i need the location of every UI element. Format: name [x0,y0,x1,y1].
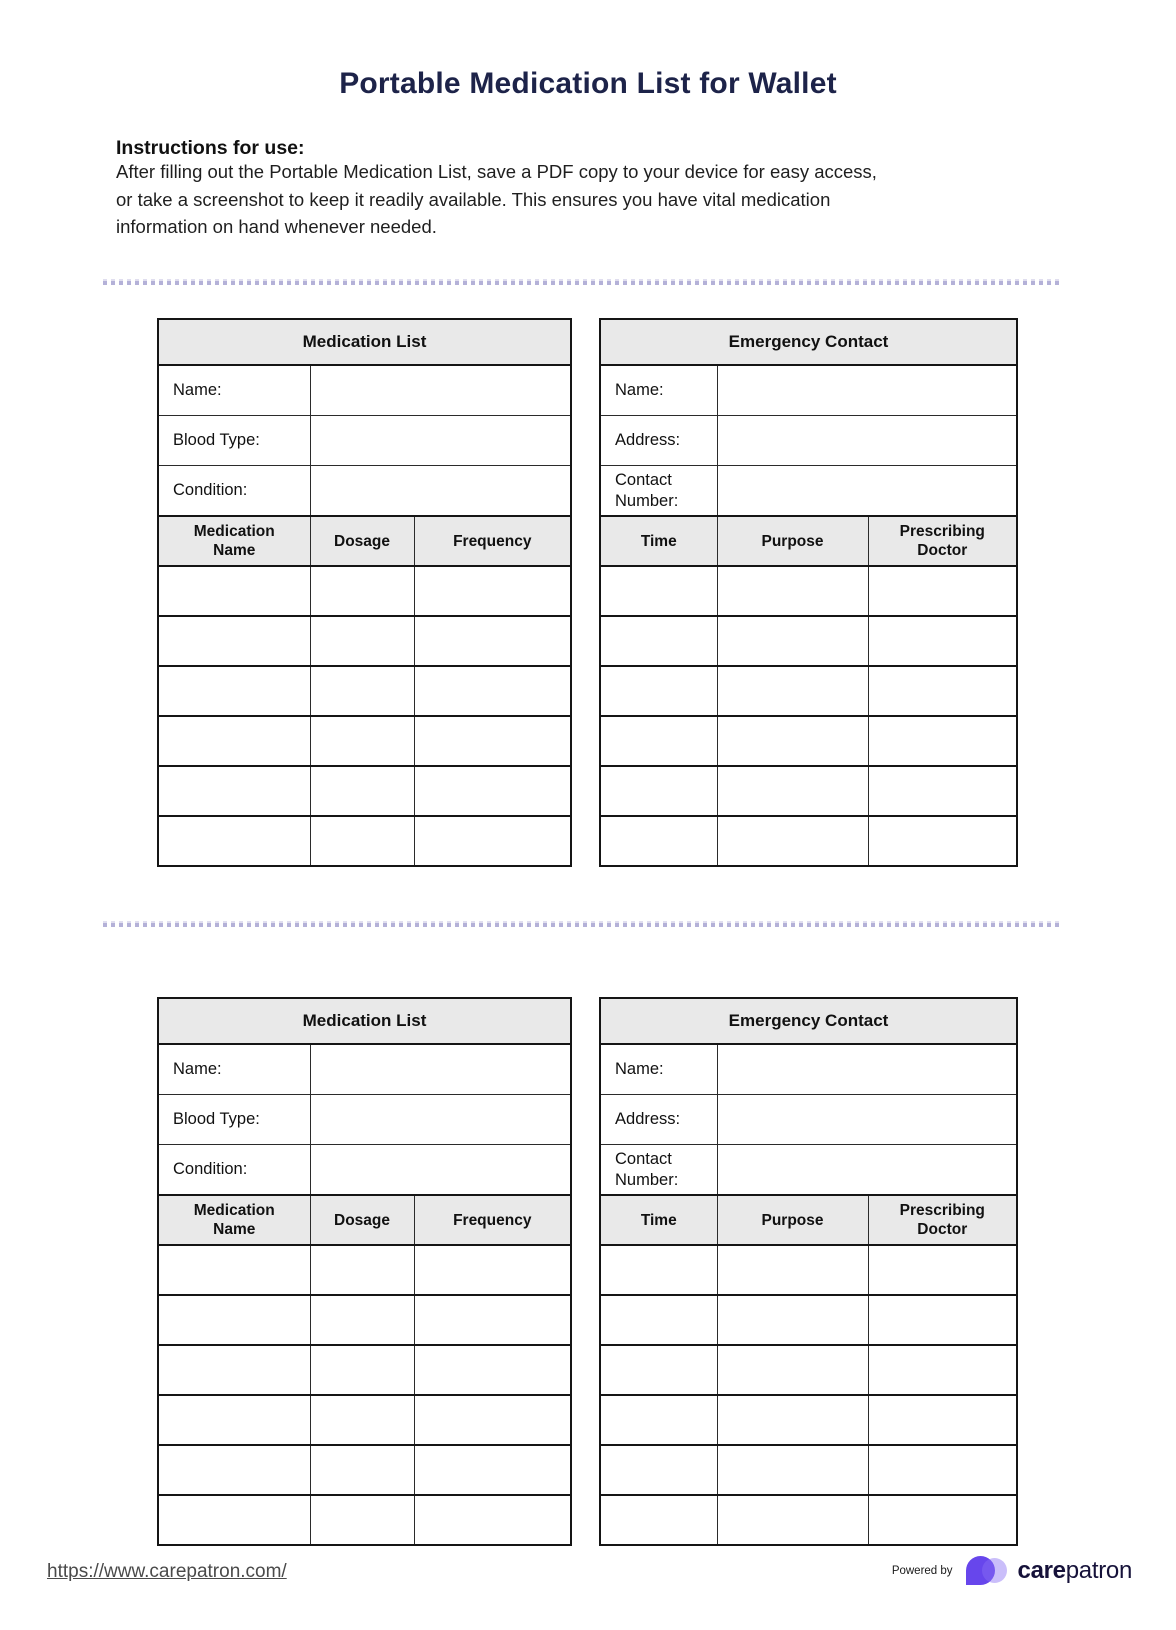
table-row [158,1345,571,1395]
address-input-cell[interactable] [717,416,1017,466]
empty-cell[interactable] [414,816,571,866]
contact-name-label: Name: [600,365,717,416]
empty-cell[interactable] [414,1345,571,1395]
table-row [600,816,1017,866]
column-header-row [158,516,571,566]
empty-cell[interactable] [310,1445,414,1495]
field-row [158,416,571,466]
contact-number-input-cell[interactable] [717,466,1017,517]
logo-halo-shape [982,1558,1007,1583]
table-row [600,1345,1017,1395]
table-row [158,1245,571,1295]
empty-cell[interactable] [717,766,868,816]
empty-cell[interactable] [158,1395,310,1445]
col-frequency: Frequency [414,516,571,566]
empty-cell[interactable] [158,766,310,816]
col-dosage: Dosage [310,1195,414,1245]
empty-cell[interactable] [600,1345,717,1395]
table-row [158,1495,571,1545]
empty-cell[interactable] [868,616,1017,666]
brand-wordmark-bold: care [1017,1557,1066,1584]
table-row [600,1245,1017,1295]
condition-label: Condition: [158,466,310,517]
field-row [158,466,571,517]
brand-wordmark [1018,1557,1132,1585]
dotted-divider [103,279,1063,285]
empty-cell[interactable] [600,816,717,866]
name-label: Name: [158,365,310,416]
empty-cell[interactable] [868,766,1017,816]
field-row [158,1044,571,1095]
card-section-2 [157,997,1018,1546]
col-medication-name: Medication Name [158,1195,310,1245]
empty-cell[interactable] [414,716,571,766]
instructions-heading: Instructions for use: [116,137,305,160]
empty-cell[interactable] [414,1295,571,1345]
contact-number-input-cell[interactable] [717,1145,1017,1196]
column-header-row [600,516,1017,566]
empty-cell[interactable] [600,616,717,666]
empty-cell[interactable] [310,716,414,766]
empty-cell[interactable] [717,616,868,666]
empty-cell[interactable] [717,1395,868,1445]
empty-cell[interactable] [158,1495,310,1545]
empty-cell[interactable] [868,716,1017,766]
emergency-contact-title: Emergency Contact [600,998,1017,1044]
col-prescribing-doctor: Prescribing Doctor [868,516,1017,566]
empty-cell[interactable] [310,816,414,866]
col-time: Time [600,1195,717,1245]
medication-list-title: Medication List [158,998,571,1044]
table-header-row [158,998,571,1044]
emergency-contact-table-2 [599,997,1018,1546]
name-label: Name: [158,1044,310,1095]
table-row [600,666,1017,716]
table-row [158,716,571,766]
empty-cell[interactable] [414,616,571,666]
empty-cell[interactable] [600,1395,717,1445]
name-input-cell[interactable] [310,1044,571,1095]
contact-number-label: Contact Number: [600,466,717,517]
dotted-divider [103,921,1063,927]
empty-cell[interactable] [414,1445,571,1495]
empty-cell[interactable] [868,1395,1017,1445]
table-row [158,666,571,716]
blood-type-input-cell[interactable] [310,416,571,466]
field-row [158,1145,571,1196]
card-section-1 [157,318,1018,867]
address-input-cell[interactable] [717,1095,1017,1145]
col-medication-name: Medication Name [158,516,310,566]
col-dosage: Dosage [310,516,414,566]
table-row [158,1295,571,1345]
emergency-contact-title: Emergency Contact [600,319,1017,365]
empty-cell[interactable] [310,566,414,616]
table-row [600,616,1017,666]
empty-cell[interactable] [158,1295,310,1345]
table-row [600,1395,1017,1445]
empty-cell[interactable] [158,1445,310,1495]
empty-cell[interactable] [868,1345,1017,1395]
blood-type-label: Blood Type: [158,416,310,466]
col-purpose: Purpose [717,516,868,566]
empty-cell[interactable] [717,1295,868,1345]
table-header-row [600,998,1017,1044]
contact-name-input-cell[interactable] [717,365,1017,416]
empty-cell[interactable] [717,666,868,716]
table-row [600,716,1017,766]
empty-cell[interactable] [600,566,717,616]
carepatron-logo-icon [965,1553,1011,1589]
table-row [600,1295,1017,1345]
empty-cell[interactable] [158,566,310,616]
powered-by-brand [892,1553,1132,1589]
empty-cell[interactable] [414,1395,571,1445]
column-header-row [600,1195,1017,1245]
empty-cell[interactable] [717,816,868,866]
column-header-row [158,1195,571,1245]
field-row [600,1145,1017,1196]
empty-cell[interactable] [158,1345,310,1395]
empty-cell[interactable] [717,1245,868,1295]
empty-cell[interactable] [600,1295,717,1345]
table-row [600,766,1017,816]
empty-cell[interactable] [310,1495,414,1545]
contact-name-label: Name: [600,1044,717,1095]
table-row [600,1495,1017,1545]
col-frequency: Frequency [414,1195,571,1245]
empty-cell[interactable] [310,1345,414,1395]
field-row [158,365,571,416]
empty-cell[interactable] [717,716,868,766]
empty-cell[interactable] [310,1395,414,1445]
table-row [600,1445,1017,1495]
medication-list-table-1 [157,318,572,867]
table-row [158,766,571,816]
empty-cell[interactable] [414,1495,571,1545]
empty-cell[interactable] [868,816,1017,866]
instructions-line: information on hand whenever needed. [116,216,437,237]
empty-cell[interactable] [868,666,1017,716]
empty-cell[interactable] [600,1445,717,1495]
field-row [158,1095,571,1145]
empty-cell[interactable] [310,1245,414,1295]
address-label: Address: [600,1095,717,1145]
field-row [600,365,1017,416]
table-row [600,566,1017,616]
instructions-body [116,158,1046,241]
empty-cell[interactable] [414,1245,571,1295]
empty-cell[interactable] [868,1445,1017,1495]
table-header-row [158,319,571,365]
table-row [158,1395,571,1445]
empty-cell[interactable] [600,766,717,816]
empty-cell[interactable] [158,716,310,766]
empty-cell[interactable] [158,666,310,716]
condition-input-cell[interactable] [310,466,571,517]
page-title: Portable Medication List for Wallet [339,67,837,101]
empty-cell[interactable] [600,1245,717,1295]
empty-cell[interactable] [310,1295,414,1345]
empty-cell[interactable] [868,1495,1017,1545]
brand-wordmark-rest: patron [1065,1557,1132,1584]
empty-cell[interactable] [414,666,571,716]
instructions-line: or take a screenshot to keep it readily available. This ensures you have vital medication [116,188,831,210]
contact-name-input-cell[interactable] [717,1044,1017,1095]
col-prescribing-doctor: Prescribing Doctor [868,1195,1017,1245]
col-time: Time [600,516,717,566]
empty-cell[interactable] [158,616,310,666]
empty-cell[interactable] [868,1295,1017,1345]
carepatron-link[interactable]: https://www.carepatron.com/ [47,1561,287,1582]
empty-cell[interactable] [310,666,414,716]
empty-cell[interactable] [414,766,571,816]
condition-input-cell[interactable] [310,1145,571,1196]
empty-cell[interactable] [717,1345,868,1395]
instructions-line: After filling out the Portable Medication List, save a PDF copy to your device for easy access, [116,161,877,182]
medication-list-title: Medication List [158,319,571,365]
empty-cell[interactable] [717,1445,868,1495]
table-row [158,616,571,666]
col-purpose: Purpose [717,1195,868,1245]
empty-cell[interactable] [868,1245,1017,1295]
powered-by-label: Powered by [891,1565,953,1577]
table-row [158,816,571,866]
blood-type-input-cell[interactable] [310,1095,571,1145]
empty-cell[interactable] [600,666,717,716]
empty-cell[interactable] [414,566,571,616]
table-row [158,566,571,616]
table-header-row [600,319,1017,365]
emergency-contact-table-1 [599,318,1018,867]
address-label: Address: [600,416,717,466]
contact-number-label: Contact Number: [600,1145,717,1196]
table-row [158,1445,571,1495]
blood-type-label: Blood Type: [158,1095,310,1145]
empty-cell[interactable] [158,816,310,866]
field-row [600,416,1017,466]
field-row [600,1044,1017,1095]
empty-cell[interactable] [310,766,414,816]
condition-label: Condition: [158,1145,310,1196]
empty-cell[interactable] [600,716,717,766]
empty-cell[interactable] [600,1495,717,1545]
field-row [600,466,1017,517]
empty-cell[interactable] [158,1245,310,1295]
empty-cell[interactable] [868,566,1017,616]
name-input-cell[interactable] [310,365,571,416]
empty-cell[interactable] [717,566,868,616]
empty-cell[interactable] [717,1495,868,1545]
empty-cell[interactable] [310,616,414,666]
field-row [600,1095,1017,1145]
medication-list-table-2 [157,997,572,1546]
